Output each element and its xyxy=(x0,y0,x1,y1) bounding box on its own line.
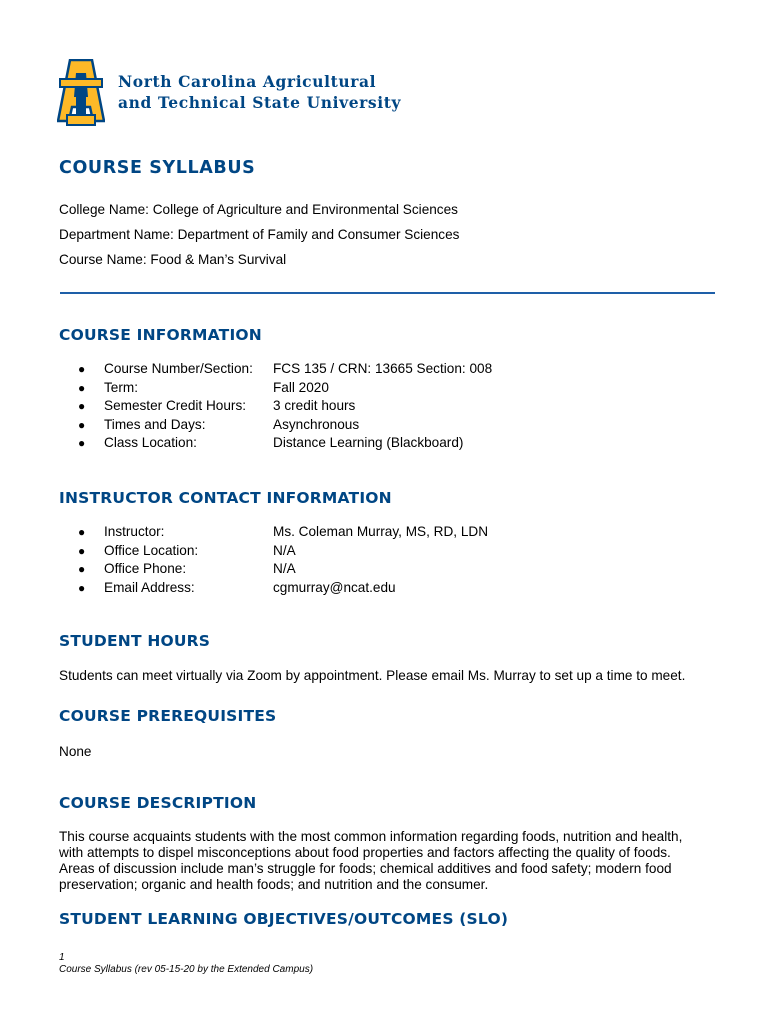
info-value: N/A xyxy=(273,561,296,577)
university-name-line2: and Technical State University xyxy=(118,93,402,112)
info-value: Fall 2020 xyxy=(273,379,329,395)
department-name: Department Name: Department of Family and Consumer Sciences xyxy=(59,227,460,242)
info-label: Course Number/Section: xyxy=(104,361,253,376)
info-label: Email Address: xyxy=(104,579,195,595)
aggie-a-logo-icon xyxy=(57,59,105,127)
info-value: N/A xyxy=(273,542,296,558)
description-line: Areas of discussion include man’s struggle for foods; chemical additives and food safety; modern food xyxy=(59,861,672,876)
course-description-heading: COURSE DESCRIPTION xyxy=(59,794,257,812)
university-logo xyxy=(57,59,507,127)
college-name: College Name: College of Agriculture and Environmental Sciences xyxy=(59,202,458,217)
prerequisites-text: None xyxy=(59,744,92,759)
info-label: Instructor: xyxy=(104,524,165,539)
footer-note: Course Syllabus (rev 05-15-20 by the Extended Campus) xyxy=(59,964,314,975)
info-label: Semester Credit Hours: xyxy=(104,398,247,414)
info-label: Class Location: xyxy=(104,435,197,451)
info-label: Office Location: xyxy=(104,542,199,558)
student-hours-text: Students can meet virtually via Zoom by appointment. Please email Ms. Murray to set up a time to meet. xyxy=(59,668,686,683)
prerequisites-heading: COURSE PREREQUISITES xyxy=(59,707,277,725)
slo-heading: STUDENT LEARNING OBJECTIVES/OUTCOMES (SLO) xyxy=(59,910,509,928)
info-value: Asynchronous xyxy=(273,416,360,432)
description-line: with attempts to dispel misconceptions about food properties and factors affecting the quality of foods. xyxy=(59,845,671,860)
page-title: COURSE SYLLABUS xyxy=(59,158,256,178)
course-name: Course Name: Food & Man’s Survival xyxy=(59,252,287,267)
info-label: Times and Days: xyxy=(104,416,206,432)
info-value: cgmurray@ncat.edu xyxy=(273,579,396,595)
info-value: Ms. Coleman Murray, MS, RD, LDN xyxy=(273,524,489,539)
instructor-heading: INSTRUCTOR CONTACT INFORMATION xyxy=(59,489,392,507)
info-label: Office Phone: xyxy=(104,561,187,577)
university-name-line1: North Carolina Agricultural xyxy=(118,72,377,91)
description-line: preservation; organic and health foods; and nutrition and the consumer. xyxy=(59,877,489,892)
course-description-text xyxy=(59,829,709,893)
info-label: Term: xyxy=(104,379,138,395)
course-information-heading: COURSE INFORMATION xyxy=(59,326,262,344)
info-value: FCS 135 / CRN: 13665 Section: 008 xyxy=(273,361,493,376)
page-number: 1 xyxy=(59,952,65,963)
section-divider xyxy=(60,292,715,294)
description-line: This course acquaints students with the most common information regarding foods, nutrition and health, xyxy=(59,829,683,844)
info-value: 3 credit hours xyxy=(273,398,356,414)
info-value: Distance Learning (Blackboard) xyxy=(273,435,464,451)
student-hours-heading: STUDENT HOURS xyxy=(59,632,211,650)
